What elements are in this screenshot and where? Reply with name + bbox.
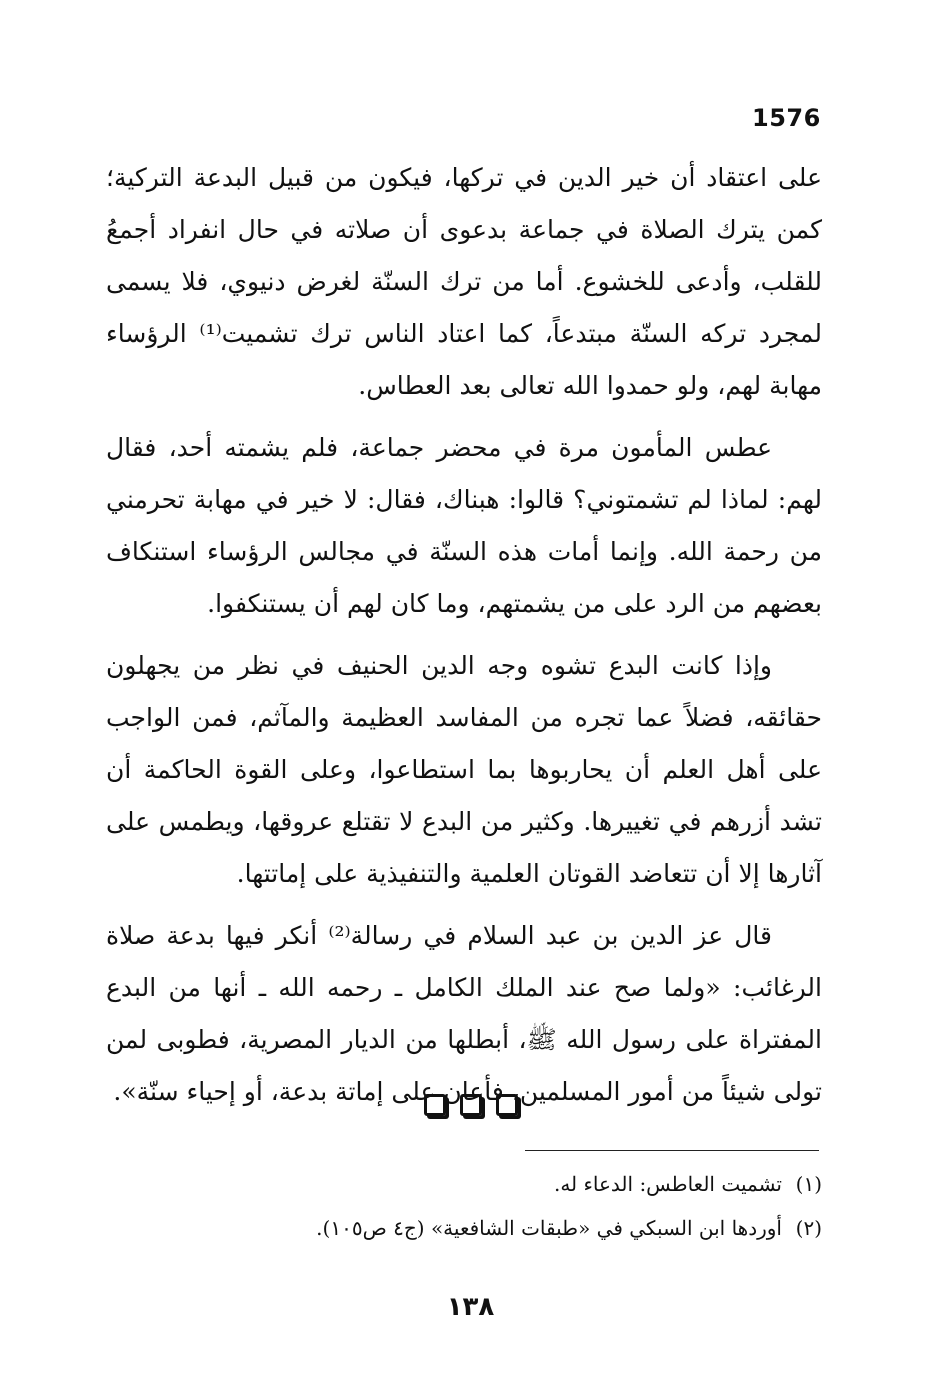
footnote-text: تشميت العاطس: الدعاء له. xyxy=(553,1172,782,1196)
footnote-text: أوردها ابن السبكي في «طبقات الشافعية» (ج٤ ص١٠٥). xyxy=(316,1216,782,1240)
footnotes xyxy=(200,1162,822,1250)
separator-square-icon xyxy=(460,1094,482,1116)
footnote-2 xyxy=(200,1206,822,1250)
separator-square-icon xyxy=(424,1094,446,1116)
paragraph-4: قال عز الدين بن عبد السلام في رسالة⁽²⁾ أنكر فيها بدعة صلاة الرغائب: «ولما صح عند الملك الكامل ـ رحمه الله ـ أنها من البدع المفتراة على رسول الله ﷺ، أبطلها من الديار المصرية، فطوبى لمن تولى شيئاً من أمور المسلمين، فأعان على إماتة بدعة، أو إحياء سنّة». xyxy=(106,921,822,1106)
section-separator xyxy=(0,1094,941,1116)
page-number-top: 1576 xyxy=(752,104,821,132)
footnote-number: (١) xyxy=(795,1172,822,1196)
separator-square-icon xyxy=(496,1094,518,1116)
paragraph-2: عطس المأمون مرة في محضر جماعة، فلم يشمته أحد، فقال لهم: لماذا لم تشمتوني؟ قالوا: هبناك، فقال: لا خير في مهابة تحرمني من رحمة الله. وإنما أمات هذه السنّة في مجالس الرؤساء استنكاف بعضهم من الرد على من يشمتهم، وما كان لهم أن يستنكفوا. xyxy=(106,433,822,618)
footnote-number: (٢) xyxy=(795,1216,822,1240)
page-number-bottom: ١٣٨ xyxy=(446,1292,495,1322)
body-text xyxy=(106,152,822,1128)
paragraph-1: على اعتقاد أن خير الدين في تركها، فيكون من قبيل البدعة التركية؛ كمن يترك الصلاة في جماعة بدعوى أن صلاته في حال انفراد أجمعُ للقلب، وأدعى للخشوع. أما من ترك السنّة لغرض دنيوي، فلا يسمى لمجرد تركه السنّة مبتدعاً، كما اعتاد الناس ترك تشميت⁽¹⁾ الرؤساء مهابة لهم، ولو حمدوا الله تعالى بعد العطاس. xyxy=(106,163,822,400)
paragraph-3: وإذا كانت البدع تشوه وجه الدين الحنيف في نظر من يجهلون حقائقه، فضلاً عما تجره من المفاسد العظيمة والمآثم، فمن الواجب على أهل العلم أن يحاربوها بما استطاعوا، وعلى القوة الحاكمة أن تشد أزرهم في تغييرها. وكثير من البدع لا تقتلع عروقها، ويطمس على آثارها إلا أن تتعاضد القوتان العلمية والتنفيذية على إماتتها. xyxy=(106,651,822,888)
footnote-1 xyxy=(200,1162,822,1206)
footnote-divider xyxy=(525,1150,819,1151)
